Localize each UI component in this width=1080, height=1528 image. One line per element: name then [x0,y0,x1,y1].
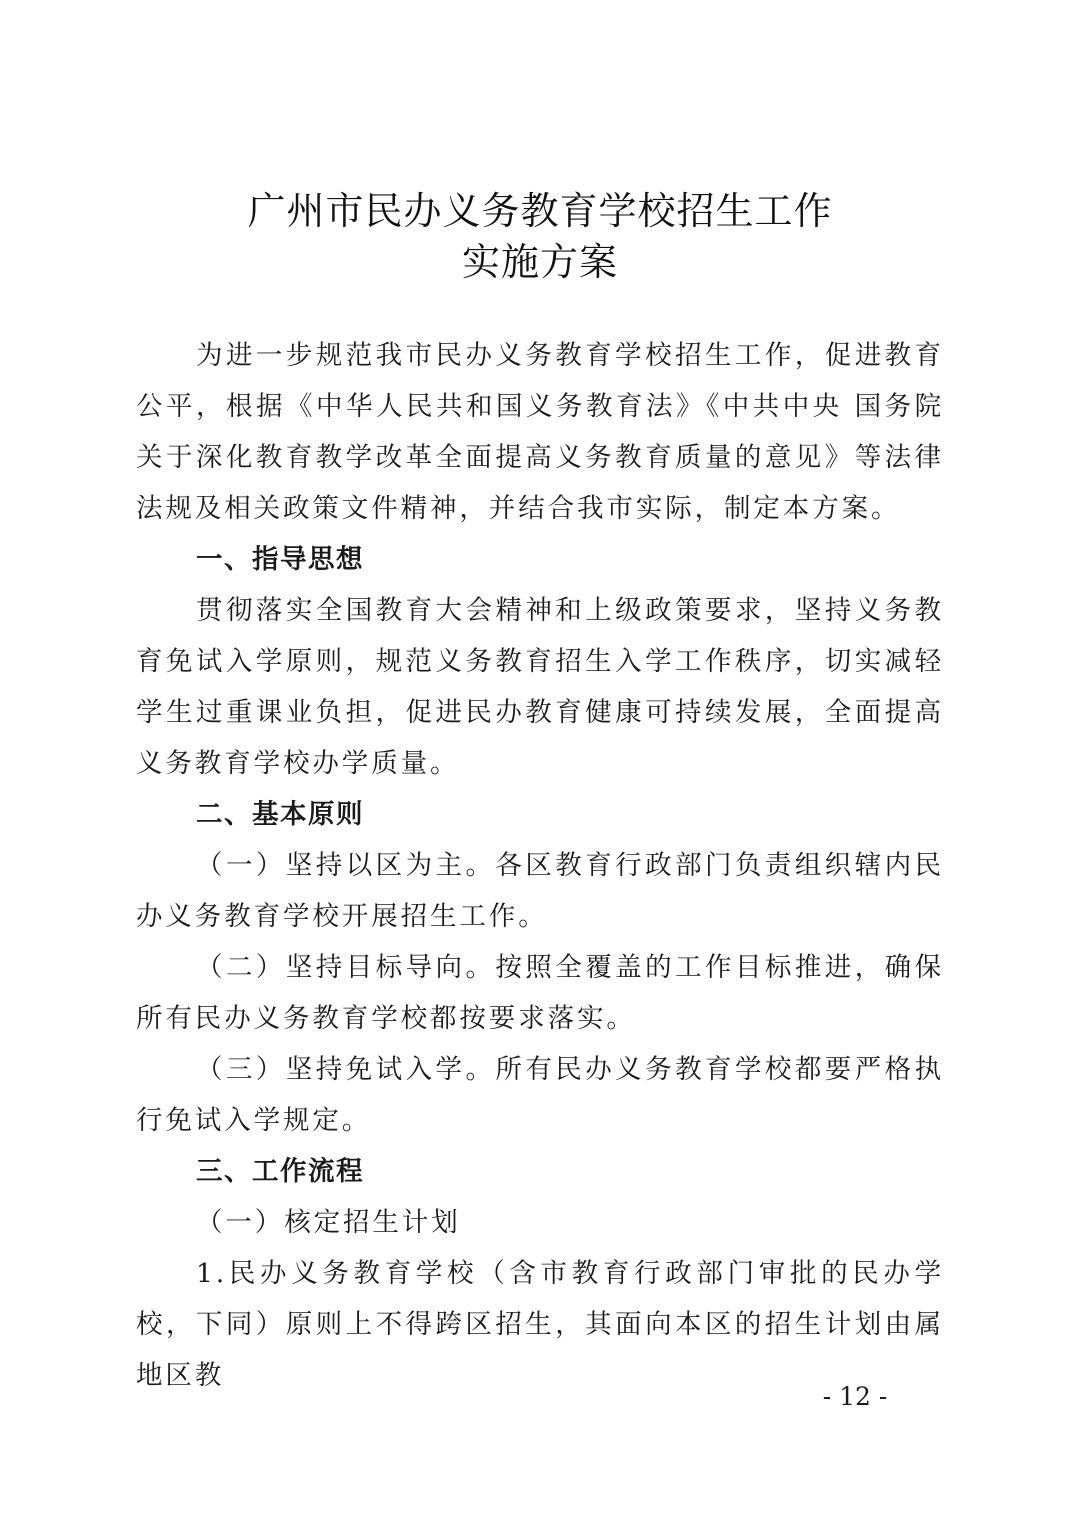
subsection1-heading: （一）核定招生计划 [196,1207,461,1238]
document-title-line1: 广州市民办义务教育学校招生工作 [247,189,833,233]
section2-heading: 二、基本原则 [196,799,364,830]
principle2-paragraph: （二）坚持目标导向。按照全覆盖的工作目标推进，确保所有民办义务教育学校都按要求落实。 [136,952,944,1034]
principle3-paragraph: （三）坚持免试入学。所有民办义务教育学校都要严格执行免试入学规定。 [136,1054,944,1136]
section3-heading: 三、工作流程 [196,1156,364,1187]
section1-heading: 一、指导思想 [196,544,364,575]
intro-paragraph: 为进一步规范我市民办义务教育学校招生工作，促进教育公平，根据《中华人民共和国义务教育法》《中共中央 国务院关于深化教育教学改革全面提高义务教育质量的意见》等法律法规及相关政策文件精神，并结合我市实际，制定本方案。 [136,340,944,524]
section1-paragraph: 贯彻落实全国教育大会精神和上级政策要求，坚持义务教育免试入学原则，规范义务教育招生入学工作秩序，切实减轻学生过重课业负担，促进民办教育健康可持续发展，全面提高义务教育学校办学质量。 [136,595,944,779]
document-title-line2: 实施方案 [461,240,618,284]
principle1-paragraph: （一）坚持以区为主。各区教育行政部门负责组织辖内民办义务教育学校开展招生工作。 [136,850,944,932]
page-number: - 12 - [822,1382,888,1411]
document-body [136,330,944,1401]
item1-paragraph: 1.民办义务教育学校（含市教育行政部门审批的民办学校，下同）原则上不得跨区招生，其面向本区的招生计划由属地区教 [136,1258,944,1391]
